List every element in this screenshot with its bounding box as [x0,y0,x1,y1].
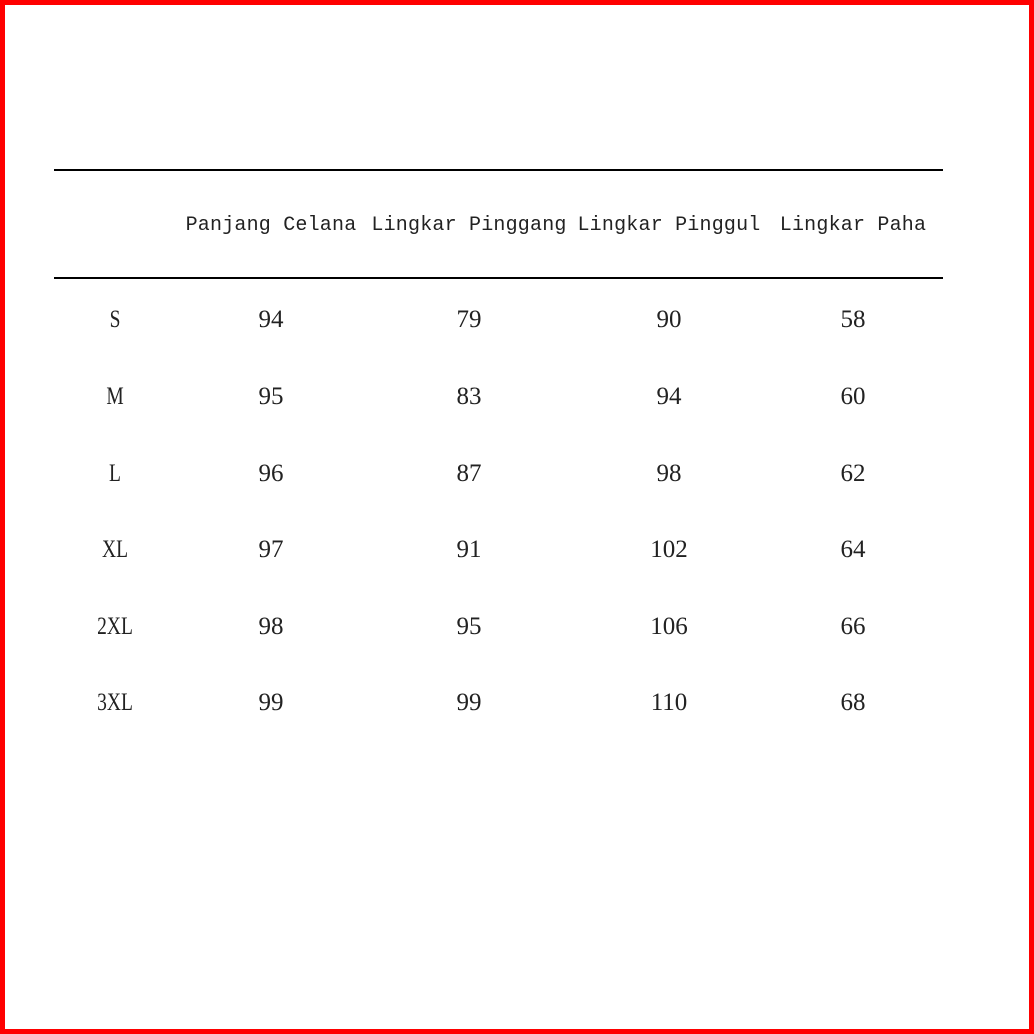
table-top-rule [54,169,943,171]
cell-lingkar-paha: 60 [840,383,866,410]
cell-lingkar-paha: 66 [840,613,866,640]
row-size-label: L [109,460,121,487]
row-size-label: 2XL [97,613,133,640]
cell-panjang-celana: 95 [258,383,284,410]
header-panjang-celana: Panjang Celana [185,214,357,237]
cell-panjang-celana: 99 [258,689,284,716]
cell-lingkar-pinggang: 83 [456,383,482,410]
cell-lingkar-paha: 62 [840,460,866,487]
cell-panjang-celana: 98 [258,613,284,640]
cell-lingkar-pinggang: 87 [456,460,482,487]
cell-panjang-celana: 96 [258,460,284,487]
table-header-rule [54,277,943,279]
cell-lingkar-pinggul: 106 [650,613,688,640]
row-size-label: 3XL [97,689,133,716]
row-size-label: S [109,306,121,333]
cell-panjang-celana: 94 [258,306,284,333]
header-lingkar-paha: Lingkar Paha [779,214,927,237]
cell-lingkar-pinggang: 91 [456,536,482,563]
row-size-label: M [106,383,124,410]
header-lingkar-pinggang: Lingkar Pinggang [371,214,567,237]
cell-lingkar-pinggang: 95 [456,613,482,640]
header-lingkar-pinggul: Lingkar Pinggul [577,214,761,237]
cell-lingkar-paha: 58 [840,306,866,333]
cell-lingkar-pinggul: 110 [650,689,688,716]
cell-lingkar-paha: 68 [840,689,866,716]
cell-lingkar-pinggang: 99 [456,689,482,716]
cell-lingkar-paha: 64 [840,536,866,563]
cell-lingkar-pinggang: 79 [456,306,482,333]
cell-lingkar-pinggul: 90 [656,306,682,333]
cell-lingkar-pinggul: 94 [656,383,682,410]
cell-lingkar-pinggul: 98 [656,460,682,487]
row-size-label: XL [102,536,128,563]
cell-panjang-celana: 97 [258,536,284,563]
cell-lingkar-pinggul: 102 [650,536,688,563]
